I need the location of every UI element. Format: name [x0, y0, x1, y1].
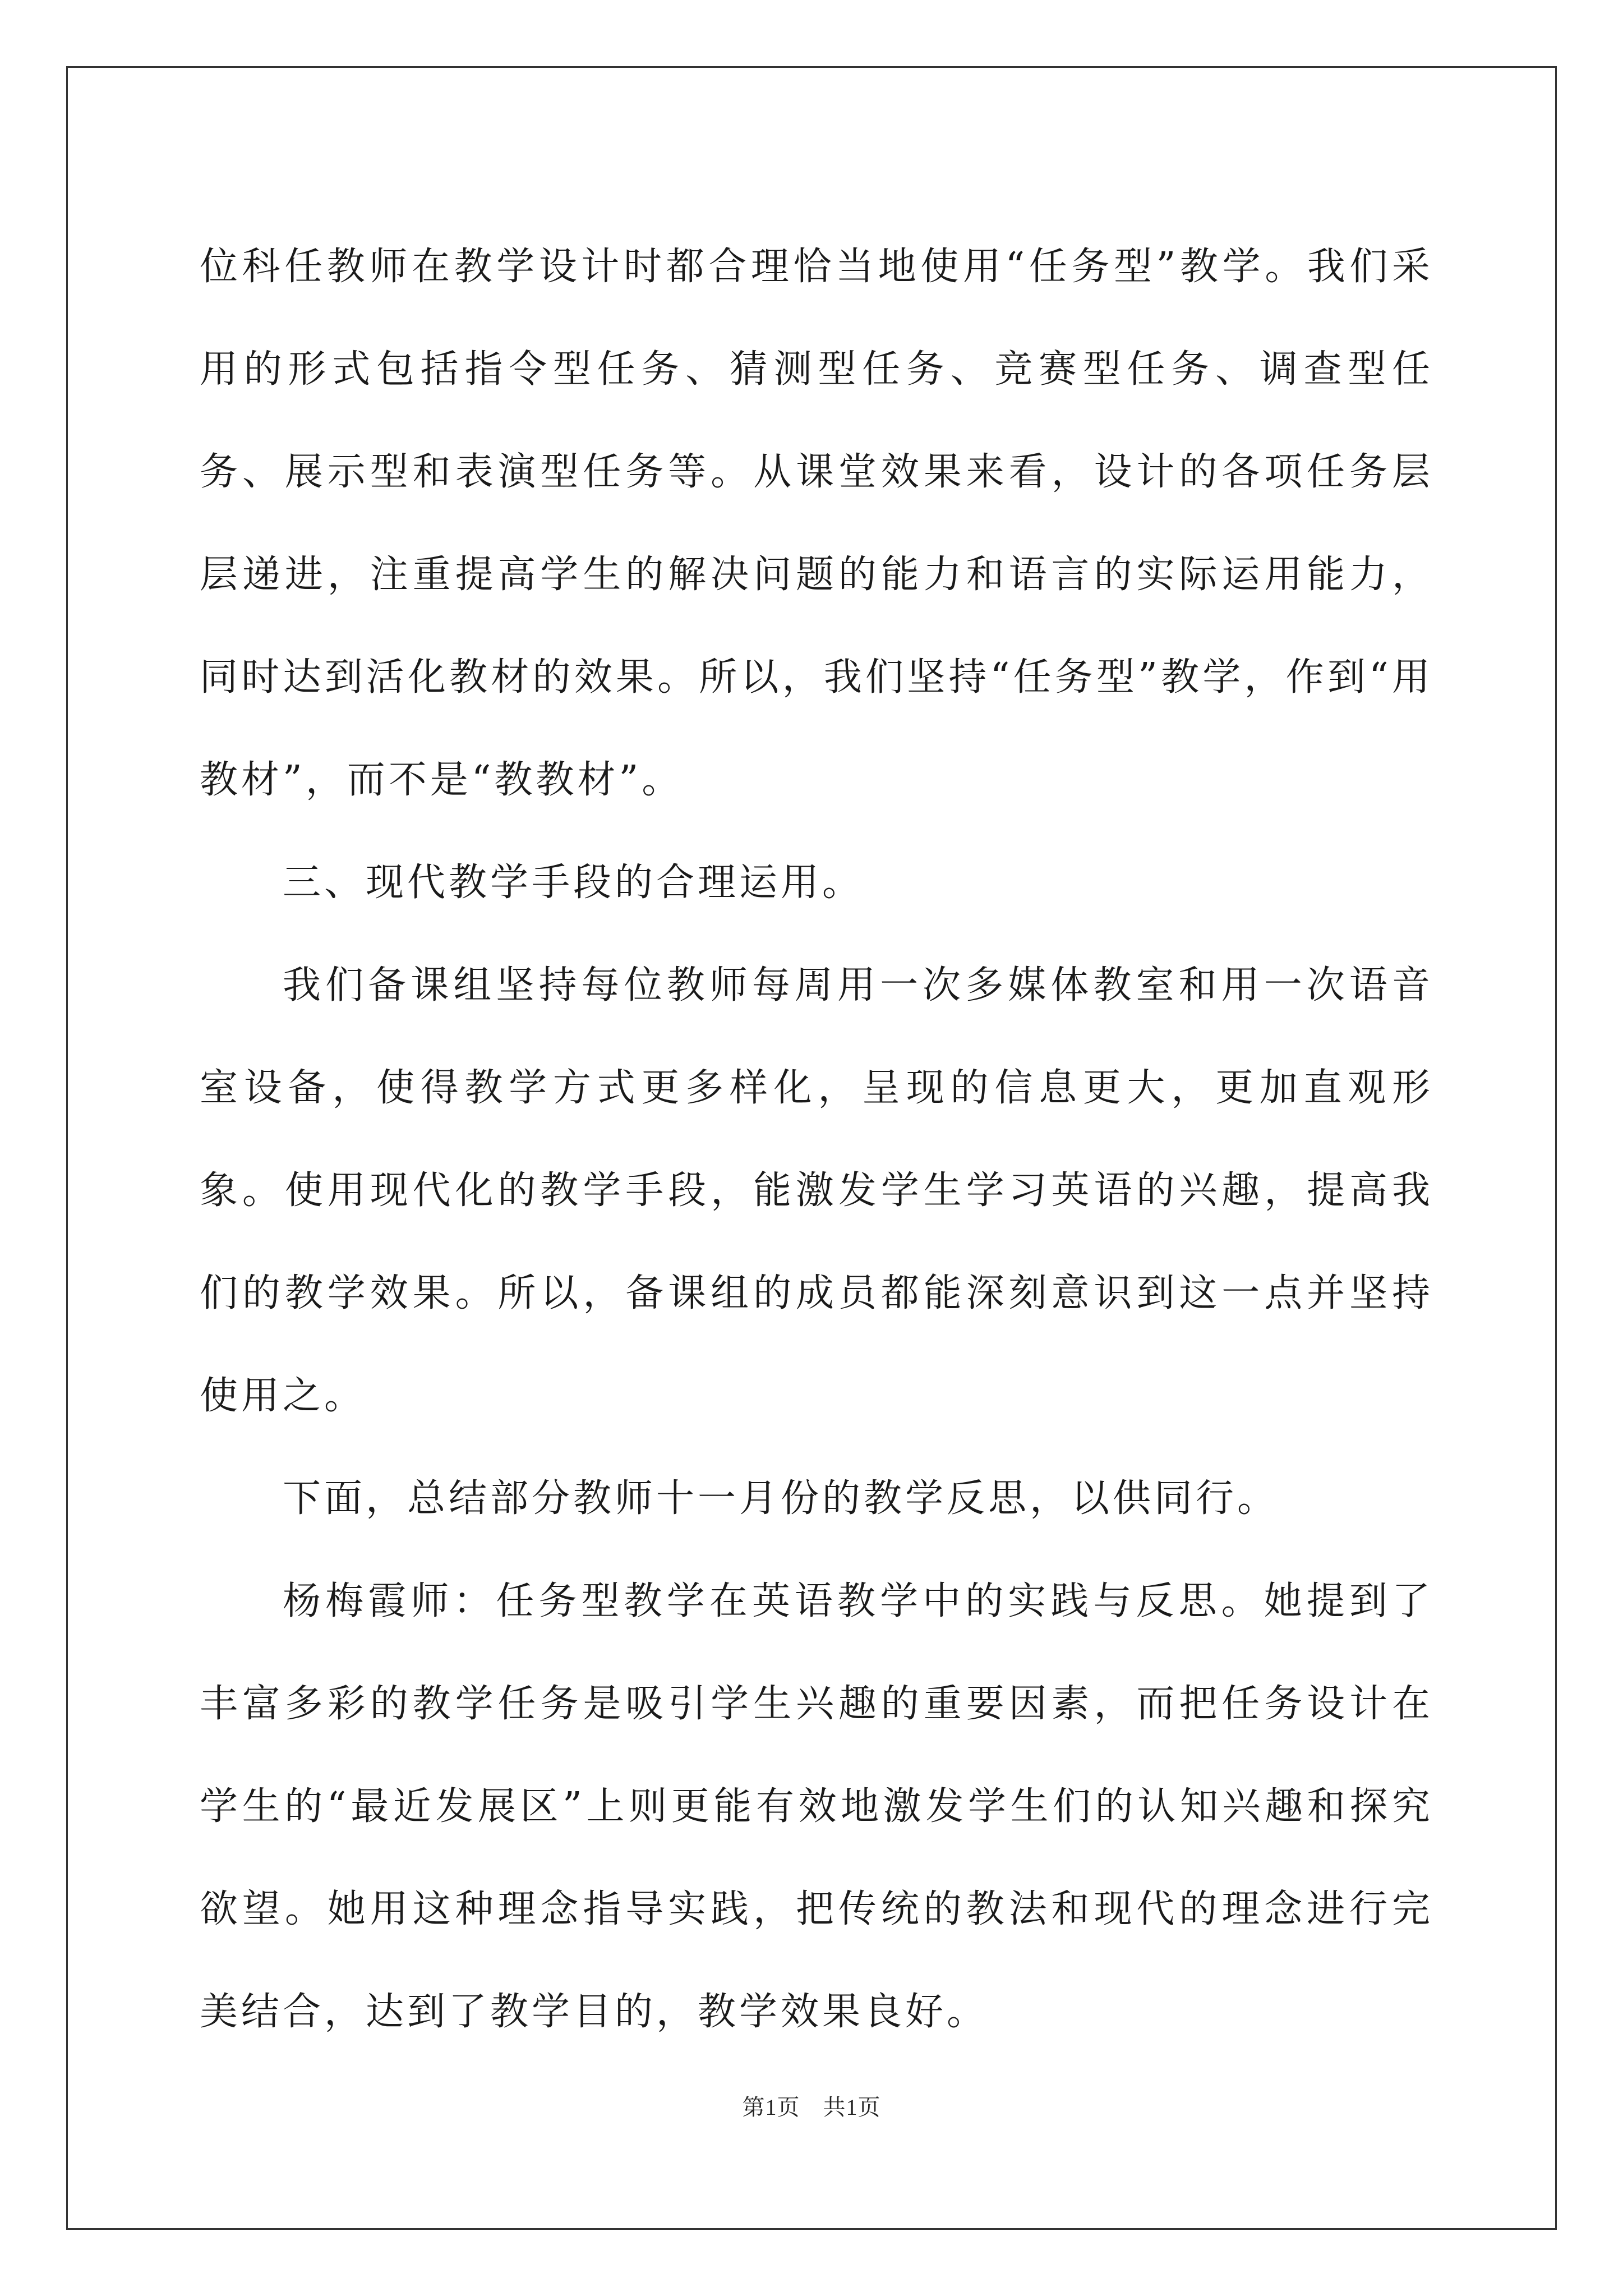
section-heading: 三、现代教学手段的合理运用。 — [283, 861, 864, 905]
paragraph-4: 下面，总结部分教师十一月份的教学反思，以供同行。 — [283, 1476, 1279, 1521]
paragraph-5: 杨梅霞师：任务型教学在英语教学中的实践与反思。她提到了丰富多彩的教学任务是吸引学生兴趣的重要因素，而把任务设计在学生的“最近发展区”上则更能有效地激发学生们的认知兴趣和探究欲望。她用这种理念指导实践，把传统的教法和现代的理念进行完美结合，达到了教学目的，教学效果良好。 — [200, 1579, 1433, 2034]
paragraph-1: 位科任教师在教学设计时都合理恰当地使用“任务型”教学。我们采用的形式包括指令型任务、猜测型任务、竞赛型任务、调查型任务、展示型和表演型任务等。从课堂效果来看，设计的各项任务层层递进，注重提高学生的解决问题的能力和语言的实际运用能力，同时达到活化教材的效果。所以，我们坚持“任务型”教学，作到“用教材”，而不是“教教材”。 — [200, 245, 1433, 802]
document-body — [200, 215, 1433, 2063]
page-number: 第1页 共1页 — [742, 2095, 881, 2120]
paragraph-3: 我们备课组坚持每位教师每周用一次多媒体教室和用一次语音室设备，使得教学方式更多样化，呈现的信息更大，更加直观形象。使用现代化的教学手段，能激发学生学习英语的兴趣，提高我们的教学效果。所以，备课组的成员都能深刻意识到这一点并坚持使用之。 — [200, 963, 1433, 1418]
